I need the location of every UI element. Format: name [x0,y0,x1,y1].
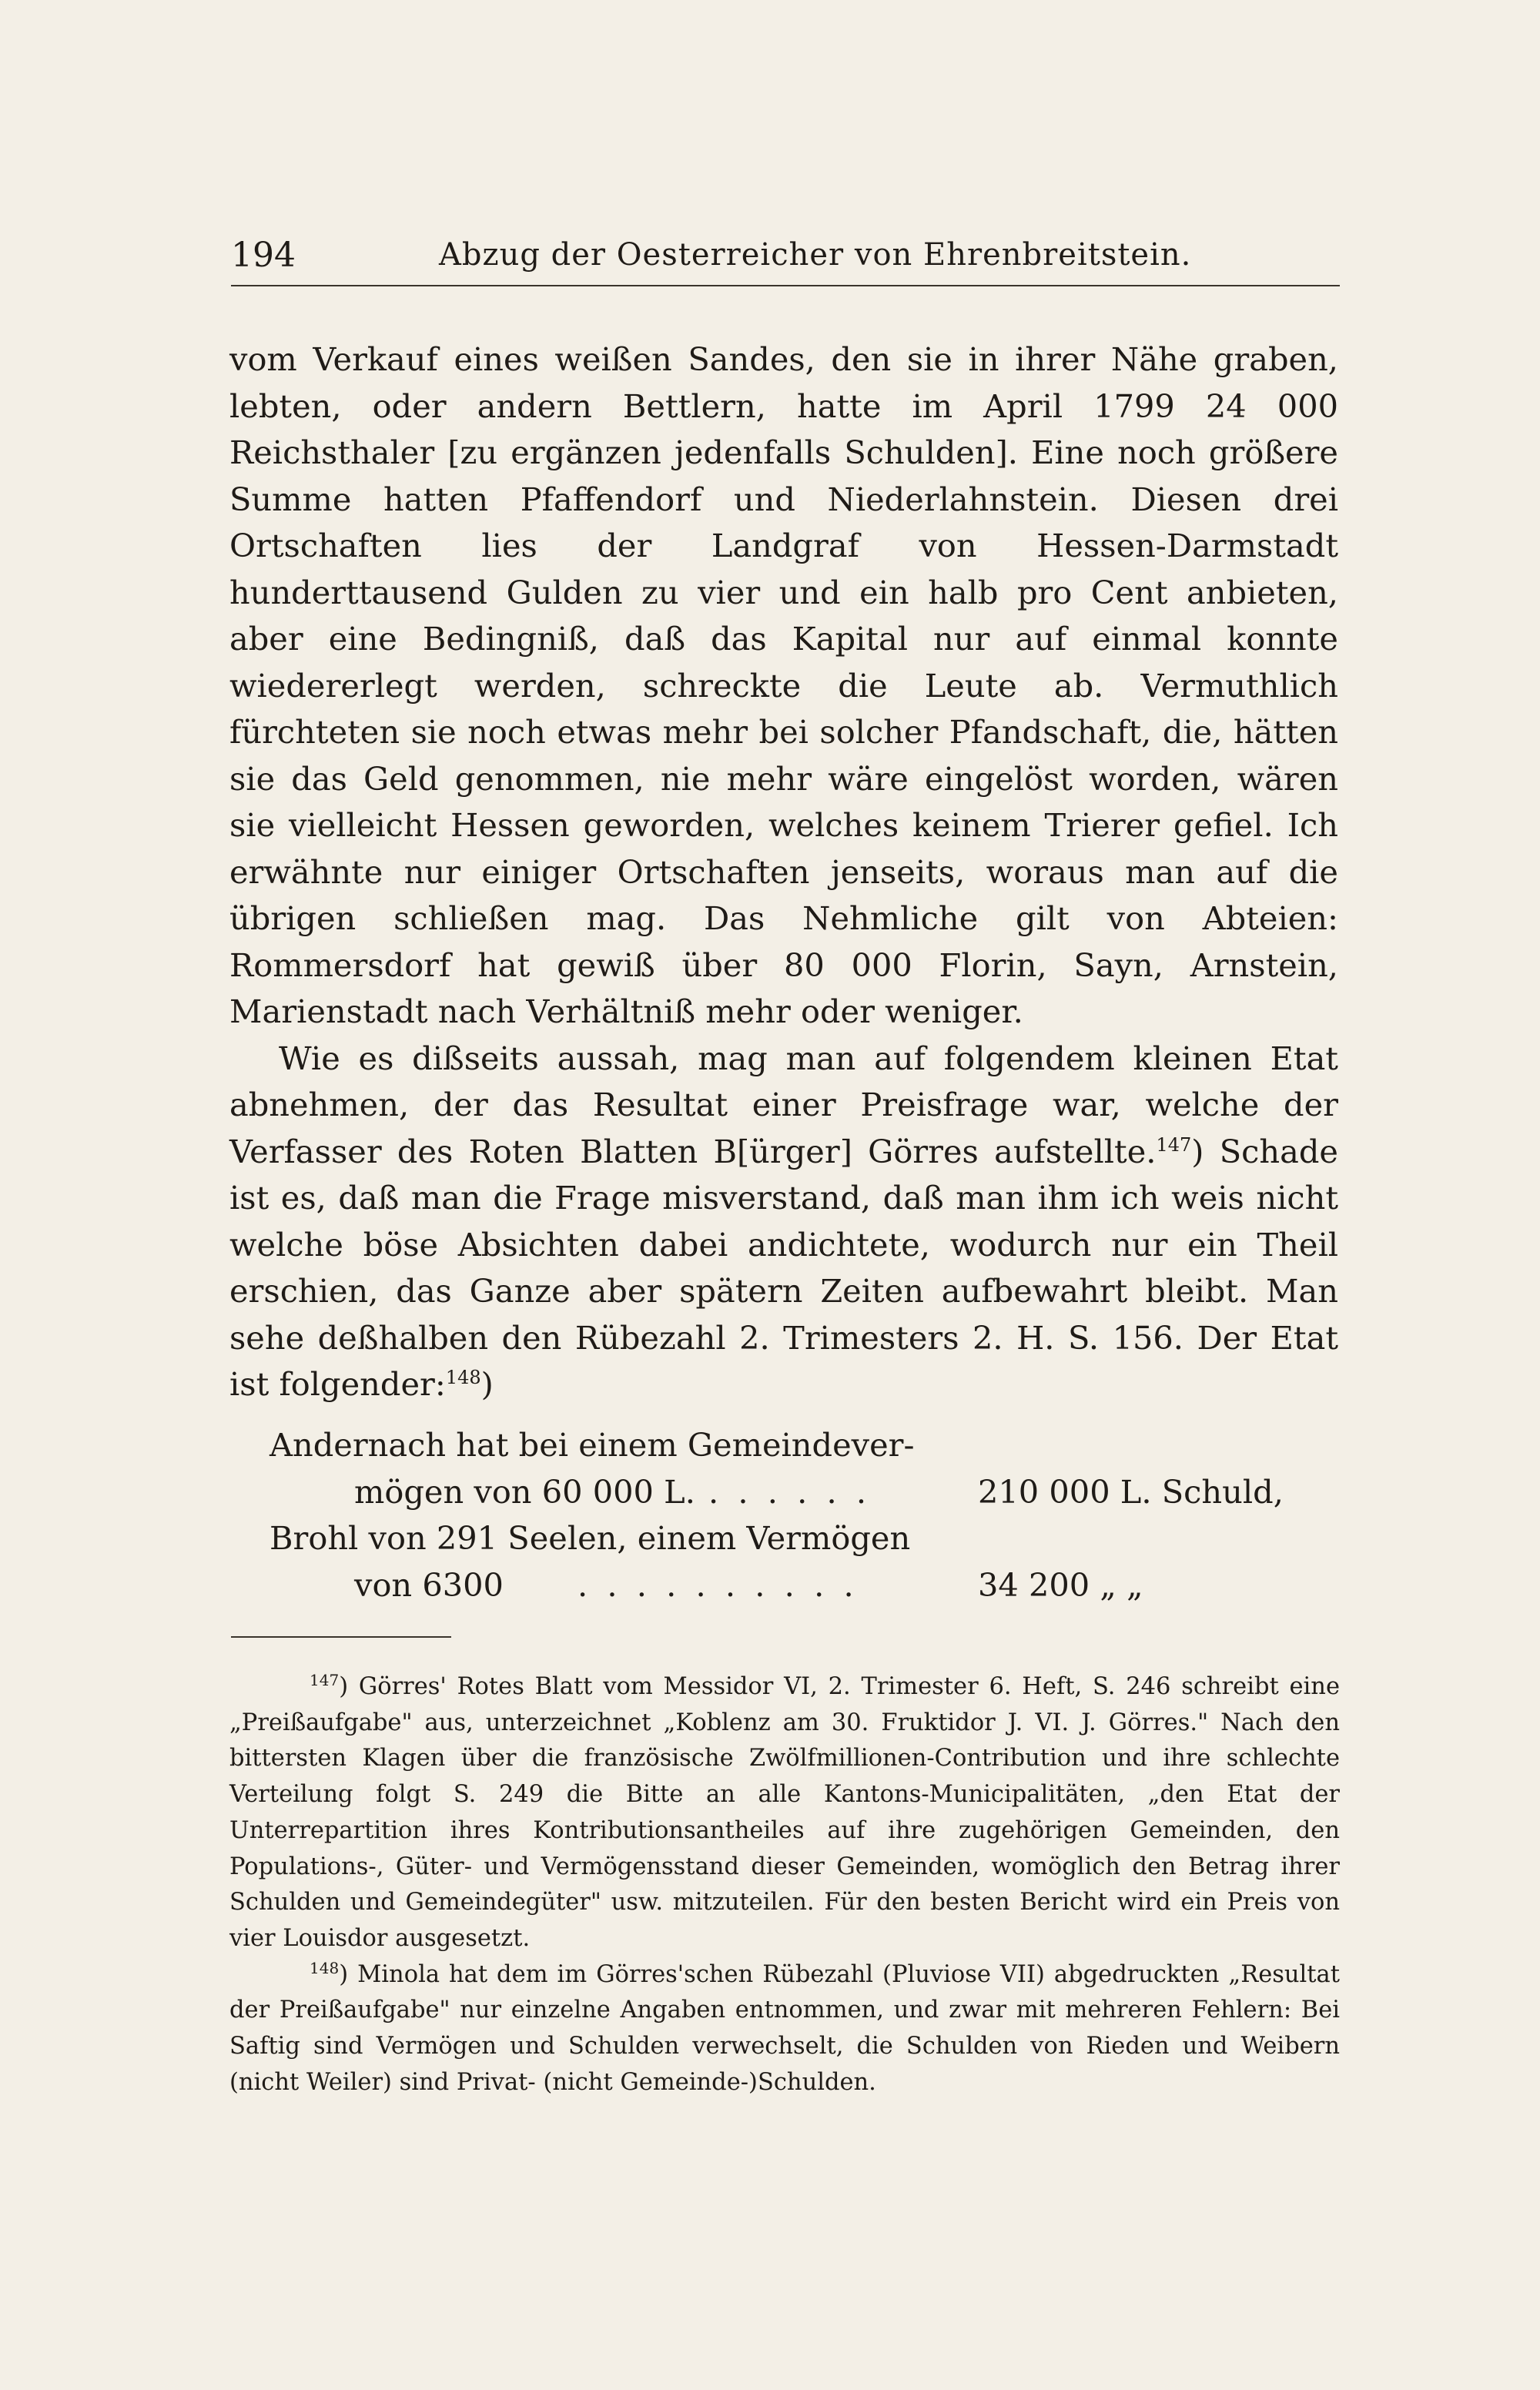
footnote-text-148: ) Minola hat dem im Görres'schen Rübezahl (Pluviose VII) abgedruckten „Resultat der Preißaufgabe" nur einzelne Angaben entnommen, und zwar mit mehreren Fehlern: Bei Saftig sind Vermögen und Schulden verwechselt, die Schulden von Rieden und Weibern (nicht Weiler) sind Privat- (nicht Gemeinde-)Schulden. [229,1960,1340,2096]
etat-table [223,1422,1340,1608]
etat-row-andernach-cont [223,1469,1340,1516]
footnote-ref-147: 147 [1156,1133,1192,1156]
footnote-148 [229,1957,1340,2101]
paragraph-2-text-cont: ) Schade ist es, daß man die Frage misverstand, daß man ihm ich weis nicht welche böse Absichten dabei andichtete, wodurch nur ein Theil erschien, das Ganze aber spätern Zeiten aufbewahrt bleibt. Man sehe deßhalben den Rübezahl 2. Trimesters 2. H. S. 156. Der Etat ist folgender: [229,1132,1338,1403]
footnote-mark-148: 148 [310,1958,340,1977]
etat-leader-dots: . . . . . . . . . . [578,1565,859,1604]
etat-place-brohl: Brohl von 291 Seelen, einem Vermögen [270,1519,911,1557]
etat-value-brohl: von 6300 [354,1565,504,1604]
paragraph-2-text: Wie es dißseits aussah, mag man auf folgendem kleinen Etat abnehmen, der das Resultat einer Preisfrage war, welche der Verfasser des Roten Blatten B[ürger] Görres aufstellte. [229,1039,1338,1170]
footnote-ref-148: 148 [445,1367,481,1389]
etat-row-andernach [223,1422,1340,1469]
etat-amount-andernach: 210 000 L. Schuld, [978,1472,1284,1511]
etat-row-brohl-cont [223,1562,1340,1609]
page-header [231,231,1340,286]
footnote-rule [231,1636,451,1638]
running-title: Abzug der Oesterreicher von Ehrenbreitstein. [439,237,1192,273]
paragraph-1: vom Verkauf eines weißen Sandes, den sie in ihrer Nähe graben, lebten, oder andern Bettlern, hatte im April 1799 24 000 Reichsthaler [zu ergänzen jedenfalls Schulden]. Eine noch größere Summe hatten Pfaffendorf und Niederlahnstein. Diesen drei Ortschaften lies der Landgraf von Hessen-Darmstadt hunderttausend Gulden zu vier und ein halb pro Cent anbieten, aber eine Bedingniß, daß das Kapital nur auf einmal konnte wiedererlegt werden, schreckte die Leute ab. Vermuthlich fürchteten sie noch etwas mehr bei solcher Pfandschaft, die, hätten sie das Geld genommen, nie mehr wäre eingelöst worden, wären sie vielleicht Hessen geworden, welches keinem Trierer gefiel. Ich erwähnte nur einiger Ortschaften jenseits, woraus man auf die übrigen schließen mag. Das Nehmliche gilt von Abteien: Rommersdorf hat gewiß über 80 000 Florin, Sayn, Arnstein, Marienstadt nach Verhältniß mehr oder weniger. [229,340,1338,1030]
paragraph-2 [229,1036,1338,1408]
etat-value-andernach: mögen von 60 000 L. [354,1472,695,1511]
main-text [229,336,1338,1408]
footnote-mark-147: 147 [310,1670,340,1689]
page-number: 194 [231,236,296,275]
footnote-147 [229,1669,1340,1957]
paragraph-2-close: ) [480,1365,494,1403]
footnote-text-147: ) Görres' Rotes Blatt vom Messidor VI, 2. Trimester 6. Heft, S. 246 schreibt eine „Preißaufgabe" aus, unterzeichnet „Koblenz am 30. Fruktidor J. VI. J. Görres." Nach den bittersten Klagen über die französische Zwölfmillionen-Contribution und ihre schlechte Verteilung folgt S. 249 die Bitte an alle Kantons-Municipalitäten, „den Etat der Unterrepartition ihres Kontributionsantheiles auf ihre zugehörigen Gemeinden, den Populations-, Güter- und Vermögensstand dieser Gemeinden, womöglich den Betrag ihrer Schulden und Gemeindegüter" usw. mitzuteilen. Für den besten Bericht wird ein Preis von vier Louisdor ausgesetzt. [229,1673,1340,1952]
etat-place-andernach: Andernach hat bei einem Gemeindever- [270,1426,915,1464]
footnotes [229,1669,1340,2100]
etat-leader-dots: . . . . . . [708,1472,872,1511]
etat-row-brohl [223,1515,1340,1562]
etat-amount-brohl: 34 200 „ „ [978,1565,1143,1604]
